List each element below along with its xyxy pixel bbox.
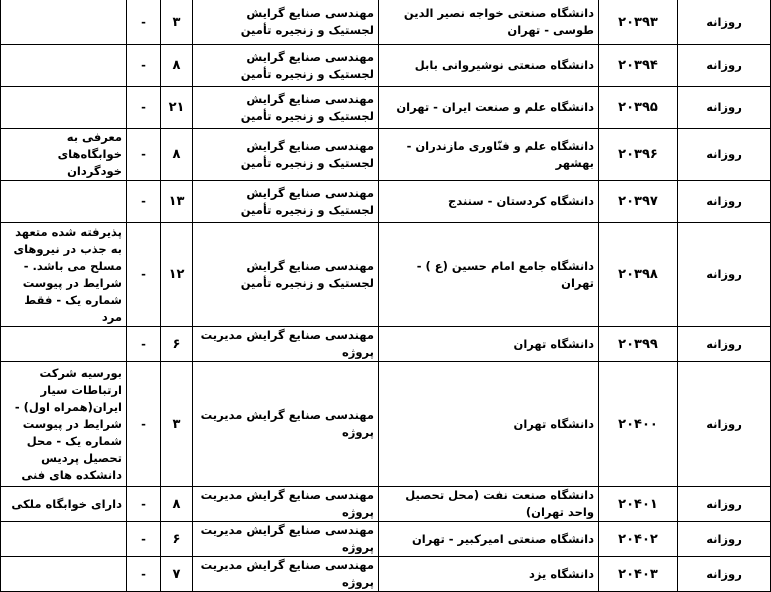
program-code-cell: ۲۰۳۹۵	[599, 87, 678, 129]
capacity-cell: ۱۳	[161, 181, 193, 223]
gender-cell: -	[127, 327, 161, 362]
table-row	[1, 223, 771, 327]
course-type-cell: روزانه	[678, 129, 771, 181]
field-cell: مهندسی صنایع گرایش لجستیک و زنجیره تأمین	[193, 87, 379, 129]
program-code-cell: ۲۰۳۹۶	[599, 129, 678, 181]
gender-cell: -	[127, 45, 161, 87]
capacity-cell: ۶	[161, 327, 193, 362]
note-cell	[1, 557, 127, 592]
program-code-cell: ۲۰۴۰۲	[599, 522, 678, 557]
gender-cell: -	[127, 487, 161, 522]
course-type-cell: روزانه	[678, 522, 771, 557]
note-cell	[1, 327, 127, 362]
course-type-cell: روزانه	[678, 487, 771, 522]
gender-cell: -	[127, 223, 161, 327]
program-code-cell: ۲۰۳۹۹	[599, 327, 678, 362]
course-type-cell: روزانه	[678, 45, 771, 87]
note-cell: بورسیه شرکت ارتباطات سیار ایران(همراه اول) - شرایط در پیوست شماره یک - محل تحصیل پردیس دانشکده های فنی	[1, 362, 127, 487]
university-cell: دانشگاه علم و صنعت ایران - تهران	[379, 87, 599, 129]
capacity-cell: ۶	[161, 522, 193, 557]
university-cell: دانشگاه علم و فنّاوری مازندران - بهشهر	[379, 129, 599, 181]
note-cell	[1, 87, 127, 129]
university-cell: دانشگاه تهران	[379, 362, 599, 487]
capacity-cell: ۱۲	[161, 223, 193, 327]
course-type-cell: روزانه	[678, 87, 771, 129]
gender-cell: -	[127, 0, 161, 45]
table-row	[1, 45, 771, 87]
university-cell: دانشگاه تهران	[379, 327, 599, 362]
note-cell: پذیرفته شده متعهد به جذب در نیروهای مسلح می باشد. - شرایط در پیوست شماره یک - فقط مرد	[1, 223, 127, 327]
course-type-cell: روزانه	[678, 223, 771, 327]
program-code-cell: ۲۰۴۰۰	[599, 362, 678, 487]
field-cell: مهندسی صنایع گرایش لجستیک و زنجیره تأمین	[193, 181, 379, 223]
program-code-cell: ۲۰۳۹۴	[599, 45, 678, 87]
gender-cell: -	[127, 557, 161, 592]
university-cell: دانشگاه صنعتی امیرکبیر - تهران	[379, 522, 599, 557]
gender-cell: -	[127, 362, 161, 487]
field-cell: مهندسی صنایع گرایش مدیریت پروژه	[193, 557, 379, 592]
program-code-cell: ۲۰۳۹۳	[599, 0, 678, 45]
course-type-cell: روزانه	[678, 557, 771, 592]
table-row	[1, 0, 771, 45]
capacity-cell: ۷	[161, 557, 193, 592]
field-cell: مهندسی صنایع گرایش مدیریت پروژه	[193, 487, 379, 522]
table-row	[1, 87, 771, 129]
program-code-cell: ۲۰۳۹۸	[599, 223, 678, 327]
gender-cell: -	[127, 87, 161, 129]
note-cell	[1, 522, 127, 557]
capacity-cell: ۸	[161, 129, 193, 181]
program-code-cell: ۲۰۴۰۳	[599, 557, 678, 592]
capacity-cell: ۳	[161, 0, 193, 45]
university-cell: دانشگاه صنعتی خواجه نصیر الدین طوسی - تهران	[379, 0, 599, 45]
table-row	[1, 362, 771, 487]
course-type-cell: روزانه	[678, 327, 771, 362]
capacity-cell: ۸	[161, 45, 193, 87]
field-cell: مهندسی صنایع گرایش لجستیک و زنجیره تأمین	[193, 223, 379, 327]
field-cell: مهندسی صنایع گرایش لجستیک و زنجیره تأمین	[193, 45, 379, 87]
gender-cell: -	[127, 522, 161, 557]
field-cell: مهندسی صنایع گرایش لجستیک و زنجیره تأمین	[193, 129, 379, 181]
capacity-cell: ۳	[161, 362, 193, 487]
program-code-cell: ۲۰۴۰۱	[599, 487, 678, 522]
course-type-cell: روزانه	[678, 362, 771, 487]
table-row	[1, 129, 771, 181]
table-row	[1, 181, 771, 223]
field-cell: مهندسی صنایع گرایش مدیریت پروژه	[193, 362, 379, 487]
capacity-cell: ۲۱	[161, 87, 193, 129]
note-cell: معرفی به خوابگاه‌های خودگردان	[1, 129, 127, 181]
university-cell: دانشگاه یزد	[379, 557, 599, 592]
university-cell: دانشگاه صنعت نفت (محل تحصیل واحد تهران)	[379, 487, 599, 522]
table-row	[1, 327, 771, 362]
university-cell: دانشگاه جامع امام حسین (ع ) - تهران	[379, 223, 599, 327]
field-cell: مهندسی صنایع گرایش لجستیک و زنجیره تأمین	[193, 0, 379, 45]
table-row	[1, 522, 771, 557]
capacity-cell: ۸	[161, 487, 193, 522]
field-cell: مهندسی صنایع گرایش مدیریت پروژه	[193, 327, 379, 362]
program-code-cell: ۲۰۳۹۷	[599, 181, 678, 223]
table-row	[1, 487, 771, 522]
university-cell: دانشگاه کردستان - سنندج	[379, 181, 599, 223]
table-body	[1, 0, 771, 592]
course-type-cell: روزانه	[678, 0, 771, 45]
table-row	[1, 557, 771, 592]
gender-cell: -	[127, 129, 161, 181]
note-cell	[1, 181, 127, 223]
note-cell: دارای خوابگاه ملکی	[1, 487, 127, 522]
course-type-cell: روزانه	[678, 181, 771, 223]
university-cell: دانشگاه صنعتی نوشیروانی بابل	[379, 45, 599, 87]
field-cell: مهندسی صنایع گرایش مدیریت پروژه	[193, 522, 379, 557]
gender-cell: -	[127, 181, 161, 223]
note-cell	[1, 45, 127, 87]
note-cell	[1, 0, 127, 45]
